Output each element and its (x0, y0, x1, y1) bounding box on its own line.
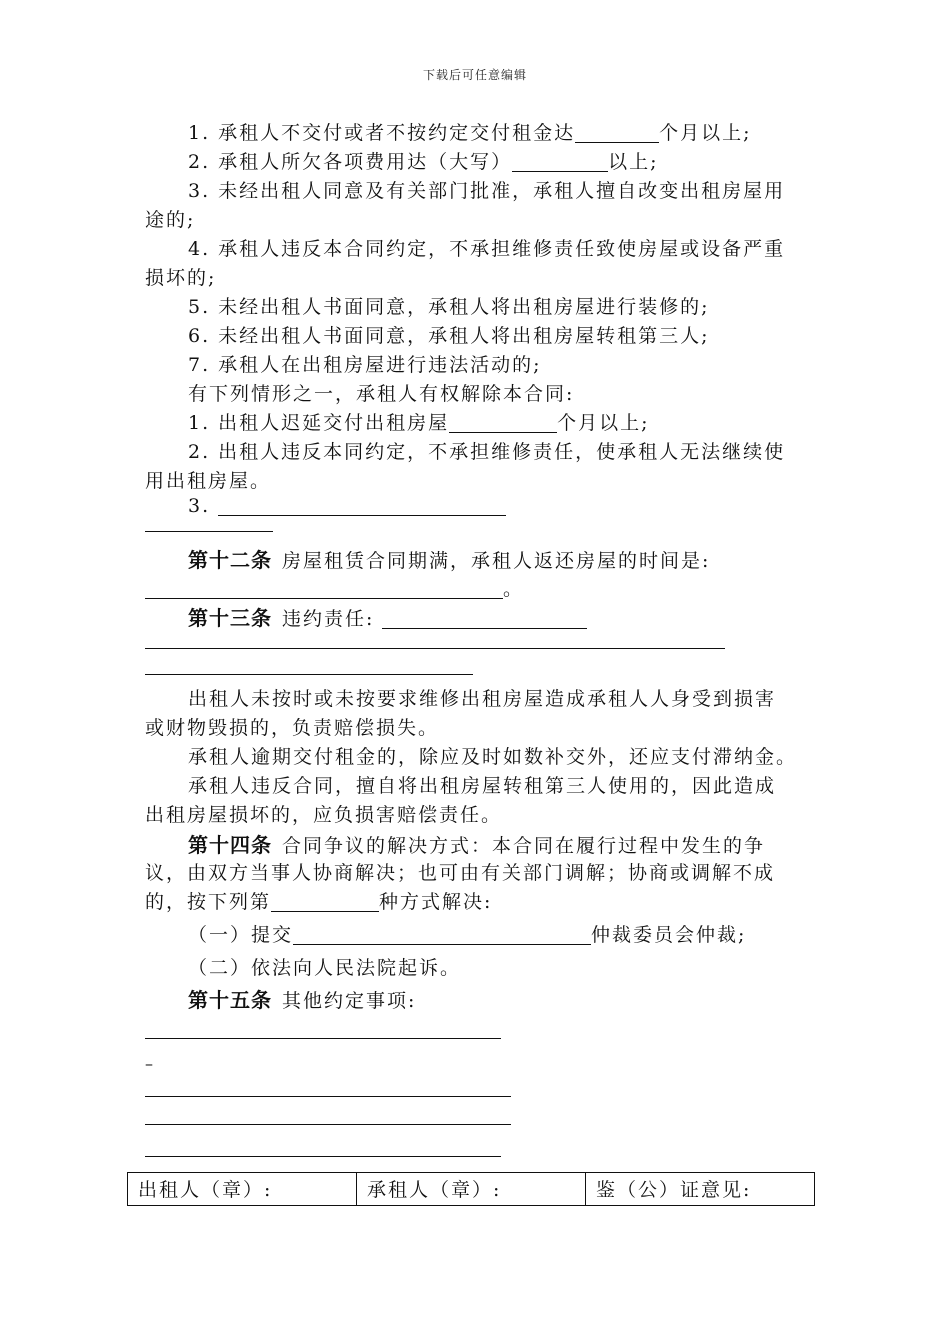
tenant-item-3: 3. (188, 495, 506, 517)
article-14: 第十四条 合同争议的解决方式：本合同在履行过程中发生的争 (188, 833, 766, 857)
tenant-intro: 有下列情形之一，承租人有权解除本合同: (188, 383, 575, 405)
signature-table (127, 1172, 815, 1206)
article-15: 第十五条 其他约定事项: (188, 988, 417, 1012)
article-15-title: 第十五条 (188, 988, 272, 1012)
tenant-seal-cell[interactable]: 承租人（章）: (357, 1173, 586, 1205)
landlord-item-5: 5. 未经出租人书面同意，承租人将出租房屋进行装修的; (188, 296, 710, 318)
amount-blank[interactable] (512, 153, 608, 172)
dispute-option-1: （一）提交 仲裁委员会仲裁; (188, 924, 747, 946)
article-12: 第十二条 房屋租赁合同期满，承租人返还房屋的时间是: (188, 548, 711, 572)
fill-line[interactable] (145, 1124, 511, 1125)
fill-line[interactable] (145, 531, 273, 532)
liability-p3: 承租人违反合同，擅自将出租房屋转租第三人使用的，因此造成 (188, 775, 777, 797)
tenant-item-2-cont: 用出租房屋。 (145, 470, 272, 492)
months-blank[interactable] (575, 124, 659, 143)
article-14-cont2: 的，按下列第 种方式解决: (145, 891, 493, 913)
landlord-item-4-cont: 损坏的; (145, 267, 217, 289)
liability-p2: 承租人逾期交付租金的，除应及时如数补交外，还应支付滞纳金。 (188, 746, 798, 768)
liability-blank[interactable] (382, 610, 587, 629)
stray-dash: – (145, 1054, 155, 1073)
landlord-item-3-cont: 途的; (145, 209, 196, 231)
method-number-blank[interactable] (271, 893, 379, 912)
landlord-item-1: 1. 承租人不交付或者不按约定交付租金达 个月以上; (188, 122, 752, 144)
article-12-title: 第十二条 (188, 548, 272, 572)
article-13-title: 第十三条 (188, 606, 272, 630)
liability-p3-cont: 出租房屋损坏的，应负损害赔偿责任。 (145, 804, 503, 826)
liability-p1: 出租人未按时或未按要求维修出租房屋造成承租人人身受到损害 (188, 688, 777, 710)
article-14-title: 第十四条 (188, 833, 272, 857)
notary-opinion-cell[interactable]: 鉴（公）证意见: (596, 1179, 752, 1201)
fill-line[interactable] (145, 1156, 501, 1157)
fill-line[interactable] (145, 1038, 501, 1039)
return-time-blank[interactable] (145, 580, 503, 599)
fill-line[interactable] (145, 674, 473, 675)
landlord-item-2: 2. 承租人所欠各项费用达（大写） 以上; (188, 151, 659, 173)
fill-line[interactable] (145, 648, 725, 649)
fill-line[interactable] (145, 1096, 511, 1097)
landlord-item-7: 7. 承租人在出租房屋进行违法活动的; (188, 354, 542, 376)
landlord-item-4: 4. 承租人违反本合同约定，不承担维修责任致使房屋或设备严重 (188, 238, 786, 260)
article-14-cont: 议，由双方当事人协商解决；也可由有关部门调解；协商或调解不成 (145, 862, 776, 884)
landlord-item-3: 3. 未经出租人同意及有关部门批准，承租人擅自改变出租房屋用 (188, 180, 786, 202)
arbitration-commission-blank[interactable] (293, 926, 591, 945)
article-12-fill: 。 (145, 574, 524, 601)
landlord-seal-cell[interactable]: 出租人（章）: (128, 1173, 357, 1205)
article-13: 第十三条 违约责任: (188, 602, 587, 631)
landlord-item-6: 6. 未经出租人书面同意，承租人将出租房屋转租第三人; (188, 325, 710, 347)
tenant-item-2: 2. 出租人违反本同约定，不承担维修责任，使承租人无法继续使 (188, 441, 786, 463)
dispute-option-2: （二）依法向人民法院起诉。 (188, 957, 462, 979)
tenant-item-3-blank[interactable] (218, 497, 506, 516)
page-header: 下载后可任意编辑 (422, 68, 527, 82)
liability-p1-cont: 或财物毁损的，负责赔偿损失。 (145, 717, 440, 739)
delay-months-blank[interactable] (449, 414, 557, 433)
tenant-item-1: 1. 出租人迟延交付出租房屋 个月以上; (188, 412, 650, 434)
